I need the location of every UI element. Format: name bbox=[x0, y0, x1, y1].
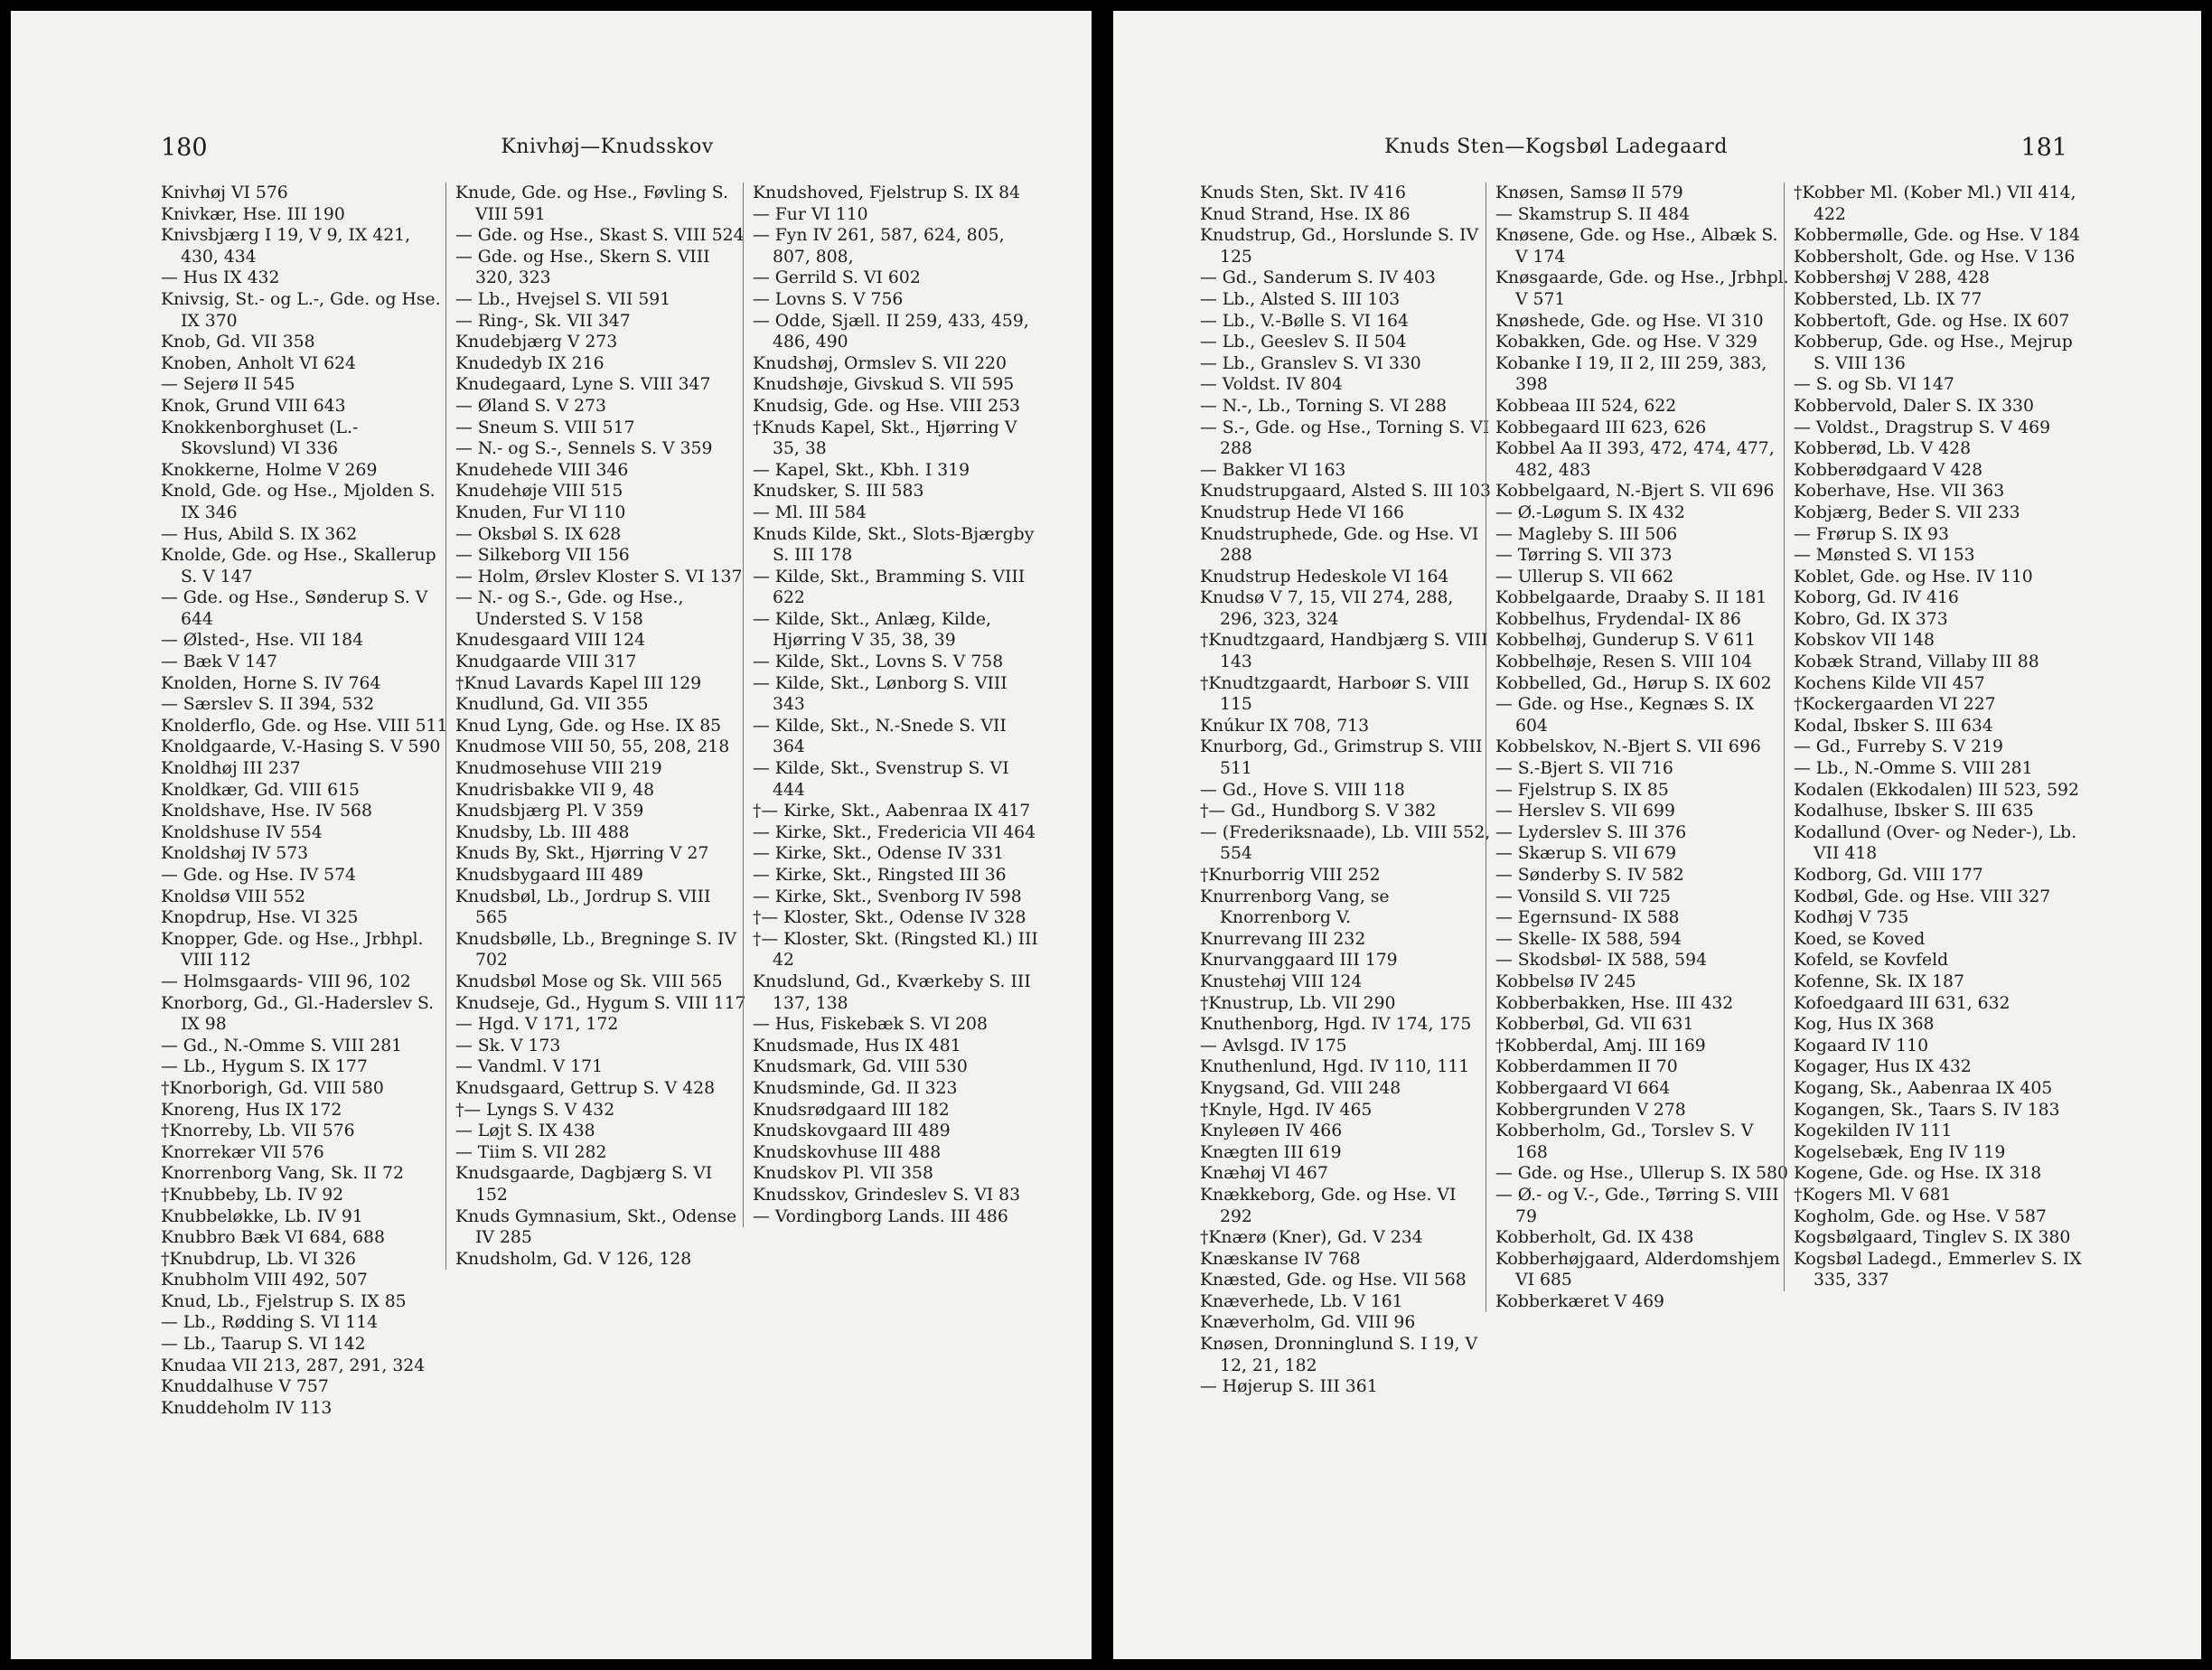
index-entry: Knude, Gde. og Hse., Føvling S. VIII 591 bbox=[455, 183, 728, 224]
index-entry: Knudsbølle, Lb., Bregninge S. IV 702 bbox=[455, 929, 737, 971]
index-entry: Knudaa VII 213, 287, 291, 324 bbox=[161, 1356, 426, 1375]
index-entry: — Kilde, Skt., Bramming S. VIII 622 bbox=[753, 567, 1026, 608]
index-entry: Knoldsø VIII 552 bbox=[161, 887, 306, 906]
index-entry: — Kirke, Skt., Svenborg IV 598 bbox=[753, 887, 1022, 906]
index-entry: Knoben, Anholt VI 624 bbox=[161, 353, 356, 373]
index-entry: Kobberholt, Gd. IX 438 bbox=[1495, 1228, 1694, 1248]
index-entry: — Hus IX 432 bbox=[161, 268, 280, 288]
index-entry: — Lyderslev S. III 376 bbox=[1495, 822, 1687, 842]
index-entry: Knúkur IX 708, 713 bbox=[1200, 716, 1370, 736]
index-entry: Kobbelled, Gd., Hørup S. IX 602 bbox=[1495, 673, 1772, 693]
index-entry: Knuddeholm IV 113 bbox=[161, 1398, 333, 1418]
index-entry: — S.-, Gde. og Hse., Torning S. VI 288 bbox=[1200, 418, 1490, 459]
index-entry: †Knorborigh, Gd. VIII 580 bbox=[161, 1078, 384, 1098]
index-entry: Knorborg, Gd., Gl.-Haderslev S. IX 98 bbox=[161, 993, 435, 1035]
index-entry: Kofenne, Sk. IX 187 bbox=[1794, 971, 1964, 991]
index-entry: Kobbersholt, Gde. og Hse. V 136 bbox=[1794, 247, 2076, 267]
index-entry: — N.- og S.-, Gde. og Hse., Understed S. V 158 bbox=[455, 588, 684, 629]
index-entry: Knubbeløkke, Lb. IV 91 bbox=[161, 1206, 363, 1226]
index-entry: Kofoedgaard III 631, 632 bbox=[1794, 993, 2010, 1013]
index-column bbox=[445, 183, 748, 1270]
index-entry: Kobberup, Gde. og Hse., Mejrup S. VIII 136 bbox=[1794, 333, 2073, 373]
index-entry: — Gde. og Hse., Skast S. VIII 524 bbox=[455, 226, 745, 246]
index-entry: Knæverholm, Gd. VIII 96 bbox=[1200, 1313, 1416, 1333]
index-entry: †— Kloster, Skt., Odense IV 328 bbox=[753, 908, 1026, 928]
index-entry: — Gde. og Hse., Skern S. VIII 320, 323 bbox=[455, 247, 710, 288]
index-entry: Knustehøj VIII 124 bbox=[1200, 971, 1363, 991]
index-entry: — Kilde, Skt., Lønborg S. VIII 343 bbox=[753, 673, 1008, 715]
index-entry: — N.-, Lb., Torning S. VI 288 bbox=[1200, 396, 1448, 416]
index-entry: — Gd., Furreby S. V 219 bbox=[1794, 737, 2004, 757]
index-entry: †— Gd., Hundborg S. V 382 bbox=[1200, 802, 1437, 821]
index-entry: — Skelle- IX 588, 594 bbox=[1495, 929, 1682, 949]
index-entry: — Vonsild S. VII 725 bbox=[1495, 887, 1671, 906]
index-entry: — Vordingborg Lands. III 486 bbox=[753, 1206, 1008, 1226]
index-entry: — Sk. V 173 bbox=[455, 1036, 561, 1055]
index-entry: †— Lyngs S. V 432 bbox=[455, 1100, 615, 1120]
index-columns bbox=[1113, 183, 2201, 1659]
running-head: Knivhøj—Knudsskov bbox=[501, 136, 714, 158]
index-entry: Knuds By, Skt., Hjørring V 27 bbox=[455, 844, 709, 864]
index-entry: Kobbegaard III 623, 626 bbox=[1495, 418, 1707, 437]
index-entry: Knudehede VIII 346 bbox=[455, 460, 629, 480]
index-entry: Knuds Kilde, Skt., Slots-Bjærgby S. III 178 bbox=[753, 524, 1035, 566]
index-entry: Kodallund (Over- og Neder-), Lb. VII 418 bbox=[1794, 822, 2077, 864]
index-entry: Knudehøje VIII 515 bbox=[455, 482, 623, 502]
index-entry: Knob, Gd. VII 358 bbox=[161, 333, 315, 352]
index-entry: Kobæk Strand, Villaby III 88 bbox=[1794, 652, 2039, 672]
index-entry: — Kapel, Skt., Kbh. I 319 bbox=[753, 460, 970, 480]
index-entry: Knudshoved, Fjelstrup S. IX 84 bbox=[753, 183, 1020, 202]
page-header bbox=[1113, 127, 2201, 163]
index-entry: Knokkerne, Holme V 269 bbox=[161, 460, 378, 480]
index-entry: — Bakker VI 163 bbox=[1200, 460, 1346, 480]
index-entry: — Mønsted S. VI 153 bbox=[1794, 546, 1975, 566]
index-entry: — Gde. og Hse., Ullerup S. IX 580 bbox=[1495, 1164, 1788, 1184]
index-entry: — Fur VI 110 bbox=[753, 204, 868, 224]
index-entry: — N.- og S.-, Sennels S. V 359 bbox=[455, 439, 713, 459]
index-entry: Kofeld, se Kovfeld bbox=[1794, 951, 1949, 971]
index-entry: Knækkeborg, Gde. og Hse. VI 292 bbox=[1200, 1185, 1457, 1226]
index-entry: Knud Strand, Hse. IX 86 bbox=[1200, 204, 1411, 224]
index-entry: Knudmosehuse VIII 219 bbox=[455, 759, 662, 779]
index-entry: Knudshøje, Givskud S. VII 595 bbox=[753, 375, 1015, 395]
index-entry: Koborg, Gd. IV 416 bbox=[1794, 588, 1959, 608]
index-entry: Knorrekær VII 576 bbox=[161, 1142, 324, 1162]
index-entry: — Avlsgd. IV 175 bbox=[1200, 1036, 1347, 1055]
index-entry: Knudstrup Hedeskole VI 164 bbox=[1200, 567, 1449, 586]
index-entry: †Knuds Kapel, Skt., Hjørring V 35, 38 bbox=[753, 418, 1017, 459]
index-entry: Knubbro Bæk VI 684, 688 bbox=[161, 1228, 385, 1248]
index-entry: Knudsgaard, Gettrup S. V 428 bbox=[455, 1078, 716, 1098]
index-entry: Knudsrødgaard III 182 bbox=[753, 1100, 950, 1120]
index-entry: Kogekilden IV 111 bbox=[1794, 1121, 1953, 1141]
index-entry: — Lb., N.-Omme S. VIII 281 bbox=[1794, 759, 2033, 779]
index-entry: †Knustrup, Lb. VII 290 bbox=[1200, 993, 1396, 1013]
index-entry: Kobberød, Lb. V 428 bbox=[1794, 439, 1972, 459]
index-entry: — Oksbøl S. IX 628 bbox=[455, 524, 622, 544]
index-entry: Knudlund, Gd. VII 355 bbox=[455, 695, 649, 715]
index-entry: Knoldshøj IV 573 bbox=[161, 844, 309, 864]
index-entry: Knoldgaarde, V.-Hasing S. V 590 bbox=[161, 737, 441, 757]
index-entry: — Tørring S. VII 373 bbox=[1495, 546, 1673, 566]
index-entry: — Frørup S. IX 93 bbox=[1794, 524, 1949, 544]
index-entry: — Kirke, Skt., Odense IV 331 bbox=[753, 844, 1005, 864]
index-entry: Kobbershøj V 288, 428 bbox=[1794, 268, 1990, 288]
index-entry: Kogaard IV 110 bbox=[1794, 1036, 1929, 1055]
index-entry: Kogsbøl Ladegd., Emmerlev S. IX 335, 337 bbox=[1794, 1249, 2082, 1290]
index-entry: — Lb., Alsted S. III 103 bbox=[1200, 289, 1401, 309]
index-entry: Kodborg, Gd. VIII 177 bbox=[1794, 866, 1983, 885]
index-columns bbox=[11, 183, 1092, 1659]
index-entry: — Tiim S. VII 282 bbox=[455, 1142, 607, 1162]
index-entry: Knudsgaarde, Dagbjærg S. VI 152 bbox=[455, 1164, 713, 1205]
index-entry: Knudseje, Gd., Hygum S. VIII 117 bbox=[455, 993, 746, 1013]
index-entry: Kobro, Gd. IX 373 bbox=[1794, 609, 1948, 629]
index-entry: Knægten III 619 bbox=[1200, 1142, 1342, 1162]
index-entry: Knudsminde, Gd. II 323 bbox=[753, 1078, 958, 1098]
index-entry: — Kilde, Skt., Svenstrup S. VI 444 bbox=[753, 759, 1009, 800]
index-entry: Kodhøj V 735 bbox=[1794, 908, 1909, 928]
index-entry: Knuden, Fur VI 110 bbox=[455, 502, 626, 522]
index-entry: Kobbersted, Lb. IX 77 bbox=[1794, 289, 1982, 309]
index-entry: Kochens Kilde VII 457 bbox=[1794, 673, 1985, 693]
index-entry: — Lb., Hygum S. IX 177 bbox=[161, 1057, 368, 1077]
index-entry: — Ølsted-, Hse. VII 184 bbox=[161, 631, 364, 651]
index-entry: Kogang, Sk., Aabenraa IX 405 bbox=[1794, 1078, 2053, 1098]
index-entry: Knudgaarde VIII 317 bbox=[455, 652, 637, 672]
index-entry: — Gde. og Hse., Sønderup S. V 644 bbox=[161, 588, 428, 629]
index-entry: — Ø.- og V.-, Gde., Tørring S. VIII 79 bbox=[1495, 1185, 1779, 1226]
index-entry: Knudsø V 7, 15, VII 274, 288, 296, 323, 324 bbox=[1200, 588, 1454, 629]
index-column bbox=[1486, 183, 1789, 1312]
index-entry: Knudskov Pl. VII 358 bbox=[753, 1164, 933, 1184]
index-entry: Knok, Grund VIII 643 bbox=[161, 396, 346, 416]
index-entry: †Knyle, Hgd. IV 465 bbox=[1200, 1100, 1373, 1120]
index-entry: Kobberdammen II 70 bbox=[1495, 1057, 1678, 1077]
index-entry: — Gde. og Hse., Kegnæs S. IX 604 bbox=[1495, 695, 1755, 736]
index-entry: — Sneum S. VIII 517 bbox=[455, 418, 635, 437]
index-entry: — Lb., Taarup S. VI 142 bbox=[161, 1335, 366, 1355]
index-entry: — Fjelstrup S. IX 85 bbox=[1495, 780, 1669, 800]
index-entry: Kodbøl, Gde. og Hse. VIII 327 bbox=[1794, 887, 2051, 906]
index-entry: Knokkenborghuset (L.-Skovslund) VI 336 bbox=[161, 418, 359, 459]
index-entry: Knudshøj, Ormslev S. VII 220 bbox=[753, 353, 1007, 373]
index-entry: Knøsgaarde, Gde. og Hse., Jrbhpl. V 571 bbox=[1495, 268, 1789, 309]
index-entry: Kogelsebæk, Eng IV 119 bbox=[1794, 1142, 2006, 1162]
index-entry: — Gd., N.-Omme S. VIII 281 bbox=[161, 1036, 403, 1055]
index-entry: †Knudtzgaardt, Harboør S. VIII 115 bbox=[1200, 673, 1470, 715]
index-entry: Knudskovgaard III 489 bbox=[753, 1121, 951, 1141]
index-entry: — Sønderby S. IV 582 bbox=[1495, 866, 1684, 885]
index-entry: — (Frederiksnaade), Lb. VIII 552, 554 bbox=[1200, 822, 1491, 864]
index-entry: †Kockergaarden VI 227 bbox=[1794, 695, 1996, 715]
index-entry: †Knubbeby, Lb. IV 92 bbox=[161, 1185, 344, 1205]
running-head: Knuds Sten—Kogsbøl Ladegaard bbox=[1384, 136, 1728, 158]
index-entry: — Lb., Geeslev S. II 504 bbox=[1200, 333, 1407, 352]
index-entry: — Bæk V 147 bbox=[161, 652, 277, 672]
index-entry: Knurrenborg Vang, se Knorrenborg V. bbox=[1200, 887, 1390, 928]
index-entry: Kobberbakken, Hse. III 432 bbox=[1495, 993, 1734, 1013]
index-entry: Knæhøj VI 467 bbox=[1200, 1164, 1328, 1184]
index-entry: Kobbertoft, Gde. og Hse. IX 607 bbox=[1794, 311, 2070, 331]
index-entry: Knæverhede, Lb. V 161 bbox=[1200, 1291, 1403, 1311]
index-entry: — Lb., Hvejsel S. VII 591 bbox=[455, 289, 671, 309]
index-entry: — Ullerup S. VII 662 bbox=[1495, 567, 1674, 586]
index-entry: †Knud Lavards Kapel III 129 bbox=[455, 673, 702, 693]
index-entry: — Hus, Abild S. IX 362 bbox=[161, 524, 358, 544]
index-entry: Knudstruphede, Gde. og Hse. VI 288 bbox=[1200, 524, 1479, 566]
index-entry: — Holm, Ørslev Kloster S. VI 137 bbox=[455, 567, 743, 586]
index-entry: †— Kloster, Skt. (Ringsted Kl.) III 42 bbox=[753, 929, 1038, 971]
index-entry: Kobskov VII 148 bbox=[1794, 631, 1935, 651]
index-entry: †Knorreby, Lb. VII 576 bbox=[161, 1121, 355, 1141]
index-entry: — Voldst. IV 804 bbox=[1200, 375, 1343, 395]
index-entry: Knøshede, Gde. og Hse. VI 310 bbox=[1495, 311, 1764, 331]
index-entry: — Voldst., Dragstrup S. V 469 bbox=[1794, 418, 2051, 437]
index-entry: Knud Lyng, Gde. og Hse. IX 85 bbox=[455, 716, 722, 736]
index-column bbox=[743, 183, 1041, 1227]
index-entry: Knygsand, Gd. VIII 248 bbox=[1200, 1078, 1401, 1098]
index-entry: — Vandml. V 171 bbox=[455, 1057, 604, 1077]
index-entry: — Gd., Sanderum S. IV 403 bbox=[1200, 268, 1436, 288]
index-entry: Kobberhøjgaard, Alderdomshjem VI 685 bbox=[1495, 1249, 1780, 1290]
index-entry: — Hgd. V 171, 172 bbox=[455, 1015, 619, 1035]
index-entry: Kobbergaard VI 664 bbox=[1495, 1078, 1671, 1098]
index-entry: Knoldshuse IV 554 bbox=[161, 822, 323, 842]
index-entry: Knoldshave, Hse. IV 568 bbox=[161, 802, 372, 821]
page-header bbox=[11, 127, 1092, 163]
index-entry: Kobbeaa III 524, 622 bbox=[1495, 396, 1677, 416]
index-entry: — Ø.-Løgum S. IX 432 bbox=[1495, 502, 1685, 522]
index-entry: Kobbelhøj, Gunderup S. V 611 bbox=[1495, 631, 1757, 651]
index-entry: — Gd., Hove S. VIII 118 bbox=[1200, 780, 1405, 800]
index-entry: — Særslev S. II 394, 532 bbox=[161, 695, 375, 715]
index-entry: Knorrenborg Vang, Sk. II 72 bbox=[161, 1164, 404, 1184]
index-entry: †Kobberdal, Amj. III 169 bbox=[1495, 1036, 1706, 1055]
index-entry: Knopper, Gde. og Hse., Jrbhpl. VIII 112 bbox=[161, 929, 424, 971]
index-entry: — Skamstrup S. II 484 bbox=[1495, 204, 1691, 224]
index-entry: Knud, Lb., Fjelstrup S. IX 85 bbox=[161, 1291, 407, 1311]
index-entry: — Sejerø II 545 bbox=[161, 375, 295, 395]
index-entry: Knudsmark, Gd. VIII 530 bbox=[753, 1057, 968, 1077]
index-entry: Kogangen, Sk., Taars S. IV 183 bbox=[1794, 1100, 2060, 1120]
index-entry: Kobbelsø IV 245 bbox=[1495, 971, 1636, 991]
index-entry: Kobbergrunden V 278 bbox=[1495, 1100, 1686, 1120]
index-entry: — Højerup S. III 361 bbox=[1200, 1377, 1378, 1397]
index-entry: Knurrevang III 232 bbox=[1200, 929, 1366, 949]
index-entry: Knivkær, Hse. III 190 bbox=[161, 204, 345, 224]
index-entry: Knudedyb IX 216 bbox=[455, 353, 605, 373]
index-entry: Knudskovhuse III 488 bbox=[753, 1142, 942, 1162]
index-entry: Knurvanggaard III 179 bbox=[1200, 951, 1398, 971]
index-entry: Knudstrupgaard, Alsted S. III 103 bbox=[1200, 482, 1491, 502]
index-entry: Koed, se Koved bbox=[1794, 929, 1926, 949]
index-entry: Kog, Hus IX 368 bbox=[1794, 1015, 1935, 1035]
index-entry: Knuddalhuse V 757 bbox=[161, 1377, 329, 1397]
index-entry: †Kogers Ml. V 681 bbox=[1794, 1185, 1952, 1205]
index-entry: Knoreng, Hus IX 172 bbox=[161, 1100, 342, 1120]
index-entry: Knivsbjærg I 19, V 9, IX 421, 430, 434 bbox=[161, 226, 411, 267]
index-entry: Knæskanse IV 768 bbox=[1200, 1249, 1361, 1269]
index-entry: — Fyn IV 261, 587, 624, 805, 807, 808, bbox=[753, 226, 1005, 267]
index-entry: Kogene, Gde. og Hse. IX 318 bbox=[1794, 1164, 2042, 1184]
index-entry: — Skærup S. VII 679 bbox=[1495, 844, 1677, 864]
index-entry: Knudsholm, Gd. V 126, 128 bbox=[455, 1249, 692, 1269]
index-entry: Kodalen (Ekkodalen) III 523, 592 bbox=[1794, 780, 2079, 800]
index-entry: Knuds Gymnasium, Skt., Odense IV 285 bbox=[455, 1206, 737, 1248]
index-entry: Knold, Gde. og Hse., Mjolden S. IX 346 bbox=[161, 482, 436, 522]
index-entry: — Silkeborg VII 156 bbox=[455, 546, 630, 566]
index-entry: Knoldkær, Gd. VIII 615 bbox=[161, 780, 360, 800]
index-entry: — Kilde, Skt., Lovns S. V 758 bbox=[753, 652, 1004, 672]
index-entry: †Knurborrig VIII 252 bbox=[1200, 866, 1381, 885]
index-entry: Knudsmade, Hus IX 481 bbox=[753, 1036, 961, 1055]
page-number: 181 bbox=[2020, 134, 2067, 162]
index-entry: Knolderflo, Gde. og Hse. VIII 511 bbox=[161, 716, 448, 736]
left-page bbox=[11, 11, 1092, 1659]
index-entry: — Egernsund- IX 588 bbox=[1495, 908, 1680, 928]
index-entry: — S.-Bjert S. VII 716 bbox=[1495, 759, 1673, 779]
index-entry: Koblet, Gde. og Hse. IV 110 bbox=[1794, 567, 2033, 586]
index-entry: — Herslev S. VII 699 bbox=[1495, 802, 1675, 821]
index-entry: — Kilde, Skt., N.-Snede S. VII 364 bbox=[753, 716, 1007, 757]
index-entry: Knudmose VIII 50, 55, 208, 218 bbox=[455, 737, 730, 757]
index-entry: Knøsene, Gde. og Hse., Albæk S. V 174 bbox=[1495, 226, 1778, 267]
index-entry: Knopdrup, Hse. VI 325 bbox=[161, 908, 359, 928]
index-entry: Kobberkæret V 469 bbox=[1495, 1291, 1664, 1311]
index-entry: Knuds Sten, Skt. IV 416 bbox=[1200, 183, 1406, 202]
index-entry: — Løjt S. IX 438 bbox=[455, 1121, 595, 1141]
index-entry: Knudrisbakke VII 9, 48 bbox=[455, 780, 655, 800]
index-column bbox=[1784, 183, 2084, 1291]
index-entry: Kobjærg, Beder S. VII 233 bbox=[1794, 502, 2020, 522]
index-entry: — Kirke, Skt., Fredericia VII 464 bbox=[753, 822, 1036, 842]
index-entry: Knuthenborg, Hgd. IV 174, 175 bbox=[1200, 1015, 1472, 1035]
index-entry: — Holmsgaards- VIII 96, 102 bbox=[161, 971, 411, 991]
index-entry: Knoldhøj III 237 bbox=[161, 759, 301, 779]
index-entry: Kodalhuse, Ibsker S. III 635 bbox=[1794, 802, 2034, 821]
index-entry: Knudsbjærg Pl. V 359 bbox=[455, 802, 644, 821]
index-entry: — Ring-, Sk. VII 347 bbox=[455, 311, 631, 331]
index-entry: Knudsbøl, Lb., Jordrup S. VIII 565 bbox=[455, 887, 711, 928]
index-entry: Knudstrup, Gd., Horslunde S. IV 125 bbox=[1200, 226, 1479, 267]
index-entry: Knolde, Gde. og Hse., Skallerup S. V 147 bbox=[161, 546, 436, 586]
index-entry: — Lovns S. V 756 bbox=[753, 289, 904, 309]
index-entry: Knudesgaard VIII 124 bbox=[455, 631, 646, 651]
index-entry: — Ml. III 584 bbox=[753, 502, 867, 522]
index-entry: Knudsbygaard III 489 bbox=[455, 866, 643, 885]
index-entry: †— Kirke, Skt., Aabenraa IX 417 bbox=[753, 802, 1031, 821]
page-number: 180 bbox=[161, 134, 208, 162]
index-entry: — Gde. og Hse. IV 574 bbox=[161, 866, 357, 885]
index-entry: Kogsbølgaard, Tinglev S. IX 380 bbox=[1794, 1228, 2071, 1248]
index-entry: Kobbelhus, Frydendal- IX 86 bbox=[1495, 609, 1741, 629]
index-entry: Knolden, Horne S. IV 764 bbox=[161, 673, 381, 693]
index-entry: Knæsted, Gde. og Hse. VII 568 bbox=[1200, 1271, 1467, 1290]
index-entry: Kobbel Aa II 393, 472, 474, 477, 482, 483 bbox=[1495, 439, 1775, 480]
index-entry: Kodal, Ibsker S. III 634 bbox=[1794, 716, 1993, 736]
index-entry: Knudsig, Gde. og Hse. VIII 253 bbox=[753, 396, 1020, 416]
index-entry: — S. og Sb. VI 147 bbox=[1794, 375, 1954, 395]
index-entry: Knuthenlund, Hgd. IV 110, 111 bbox=[1200, 1057, 1470, 1077]
index-entry: Knivhøj VI 576 bbox=[161, 183, 288, 202]
index-entry: Kobberødgaard V 428 bbox=[1794, 460, 1983, 480]
index-entry: — Hus, Fiskebæk S. VI 208 bbox=[753, 1015, 988, 1035]
index-entry: Koberhave, Hse. VII 363 bbox=[1794, 482, 2005, 502]
index-entry: Kogager, Hus IX 432 bbox=[1794, 1057, 1972, 1077]
index-entry: Knudsker, S. III 583 bbox=[753, 482, 924, 502]
index-entry: Knudegaard, Lyne S. VIII 347 bbox=[455, 375, 711, 395]
index-entry: Kobbervold, Daler S. IX 330 bbox=[1794, 396, 2034, 416]
index-entry: Knudstrup Hede VI 166 bbox=[1200, 502, 1404, 522]
index-entry: Knubholm VIII 492, 507 bbox=[161, 1271, 368, 1290]
index-entry: Knyleøen IV 466 bbox=[1200, 1121, 1343, 1141]
index-entry: Knudsskov, Grindeslev S. VI 83 bbox=[753, 1185, 1021, 1205]
index-column bbox=[1200, 183, 1494, 1398]
index-entry: Knurborg, Gd., Grimstrup S. VIII 511 bbox=[1200, 737, 1483, 779]
index-column bbox=[161, 183, 452, 1419]
index-entry: Kobberholm, Gd., Torslev S. V 168 bbox=[1495, 1121, 1754, 1162]
index-entry: †Knubdrup, Lb. VI 326 bbox=[161, 1249, 356, 1269]
right-page bbox=[1113, 11, 2201, 1659]
index-entry: — Lb., Rødding S. VI 114 bbox=[161, 1313, 379, 1333]
index-entry: †Knudtzgaard, Handbjærg S. VIII 143 bbox=[1200, 631, 1488, 672]
index-entry: Kobbelgaarde, Draaby S. II 181 bbox=[1495, 588, 1767, 608]
index-entry: †Kobber Ml. (Kober Ml.) VII 414, 422 bbox=[1794, 183, 2076, 224]
index-entry: Kobbelhøje, Resen S. VIII 104 bbox=[1495, 652, 1753, 672]
index-entry: Kobbelgaard, N.-Bjert S. VII 696 bbox=[1495, 482, 1775, 502]
index-entry: — Lb., V.-Bølle S. VI 164 bbox=[1200, 311, 1409, 331]
index-entry: Knudsby, Lb. III 488 bbox=[455, 822, 630, 842]
index-entry: — Odde, Sjæll. II 259, 433, 459, 486, 490 bbox=[753, 311, 1029, 352]
index-entry: Kobakken, Gde. og Hse. V 329 bbox=[1495, 333, 1757, 352]
index-entry: †Knærø (Kner), Gd. V 234 bbox=[1200, 1228, 1423, 1248]
index-entry: Knivsig, St.- og L.-, Gde. og Hse. IX 370 bbox=[161, 289, 441, 331]
index-entry: Kobanke I 19, II 2, III 259, 383, 398 bbox=[1495, 353, 1767, 395]
index-entry: Kobbelskov, N.-Bjert S. VII 696 bbox=[1495, 737, 1761, 757]
index-entry: — Øland S. V 273 bbox=[455, 396, 606, 416]
index-entry: Knøsen, Samsø II 579 bbox=[1495, 183, 1683, 202]
index-entry: — Gerrild S. VI 602 bbox=[753, 268, 921, 288]
index-entry: Kobbermølle, Gde. og Hse. V 184 bbox=[1794, 226, 2080, 246]
index-entry: Knudebjærg V 273 bbox=[455, 333, 618, 352]
index-entry: Knudsbøl Mose og Sk. VIII 565 bbox=[455, 971, 723, 991]
index-entry: Knudslund, Gd., Kværkeby S. III 137, 138 bbox=[753, 971, 1031, 1013]
index-entry: — Kilde, Skt., Anlæg, Kilde, Hjørring V 35, 38, 39 bbox=[753, 609, 992, 651]
index-entry: — Kirke, Skt., Ringsted III 36 bbox=[753, 866, 1007, 885]
index-entry: — Magleby S. III 506 bbox=[1495, 524, 1678, 544]
index-entry: Kogholm, Gde. og Hse. V 587 bbox=[1794, 1206, 2047, 1226]
index-entry: Kobberbøl, Gd. VII 631 bbox=[1495, 1015, 1694, 1035]
index-entry: — Skodsbøl- IX 588, 594 bbox=[1495, 951, 1708, 971]
index-entry: Knøsen, Dronninglund S. I 19, V 12, 21, 182 bbox=[1200, 1335, 1478, 1375]
index-entry: — Lb., Granslev S. VI 330 bbox=[1200, 353, 1421, 373]
